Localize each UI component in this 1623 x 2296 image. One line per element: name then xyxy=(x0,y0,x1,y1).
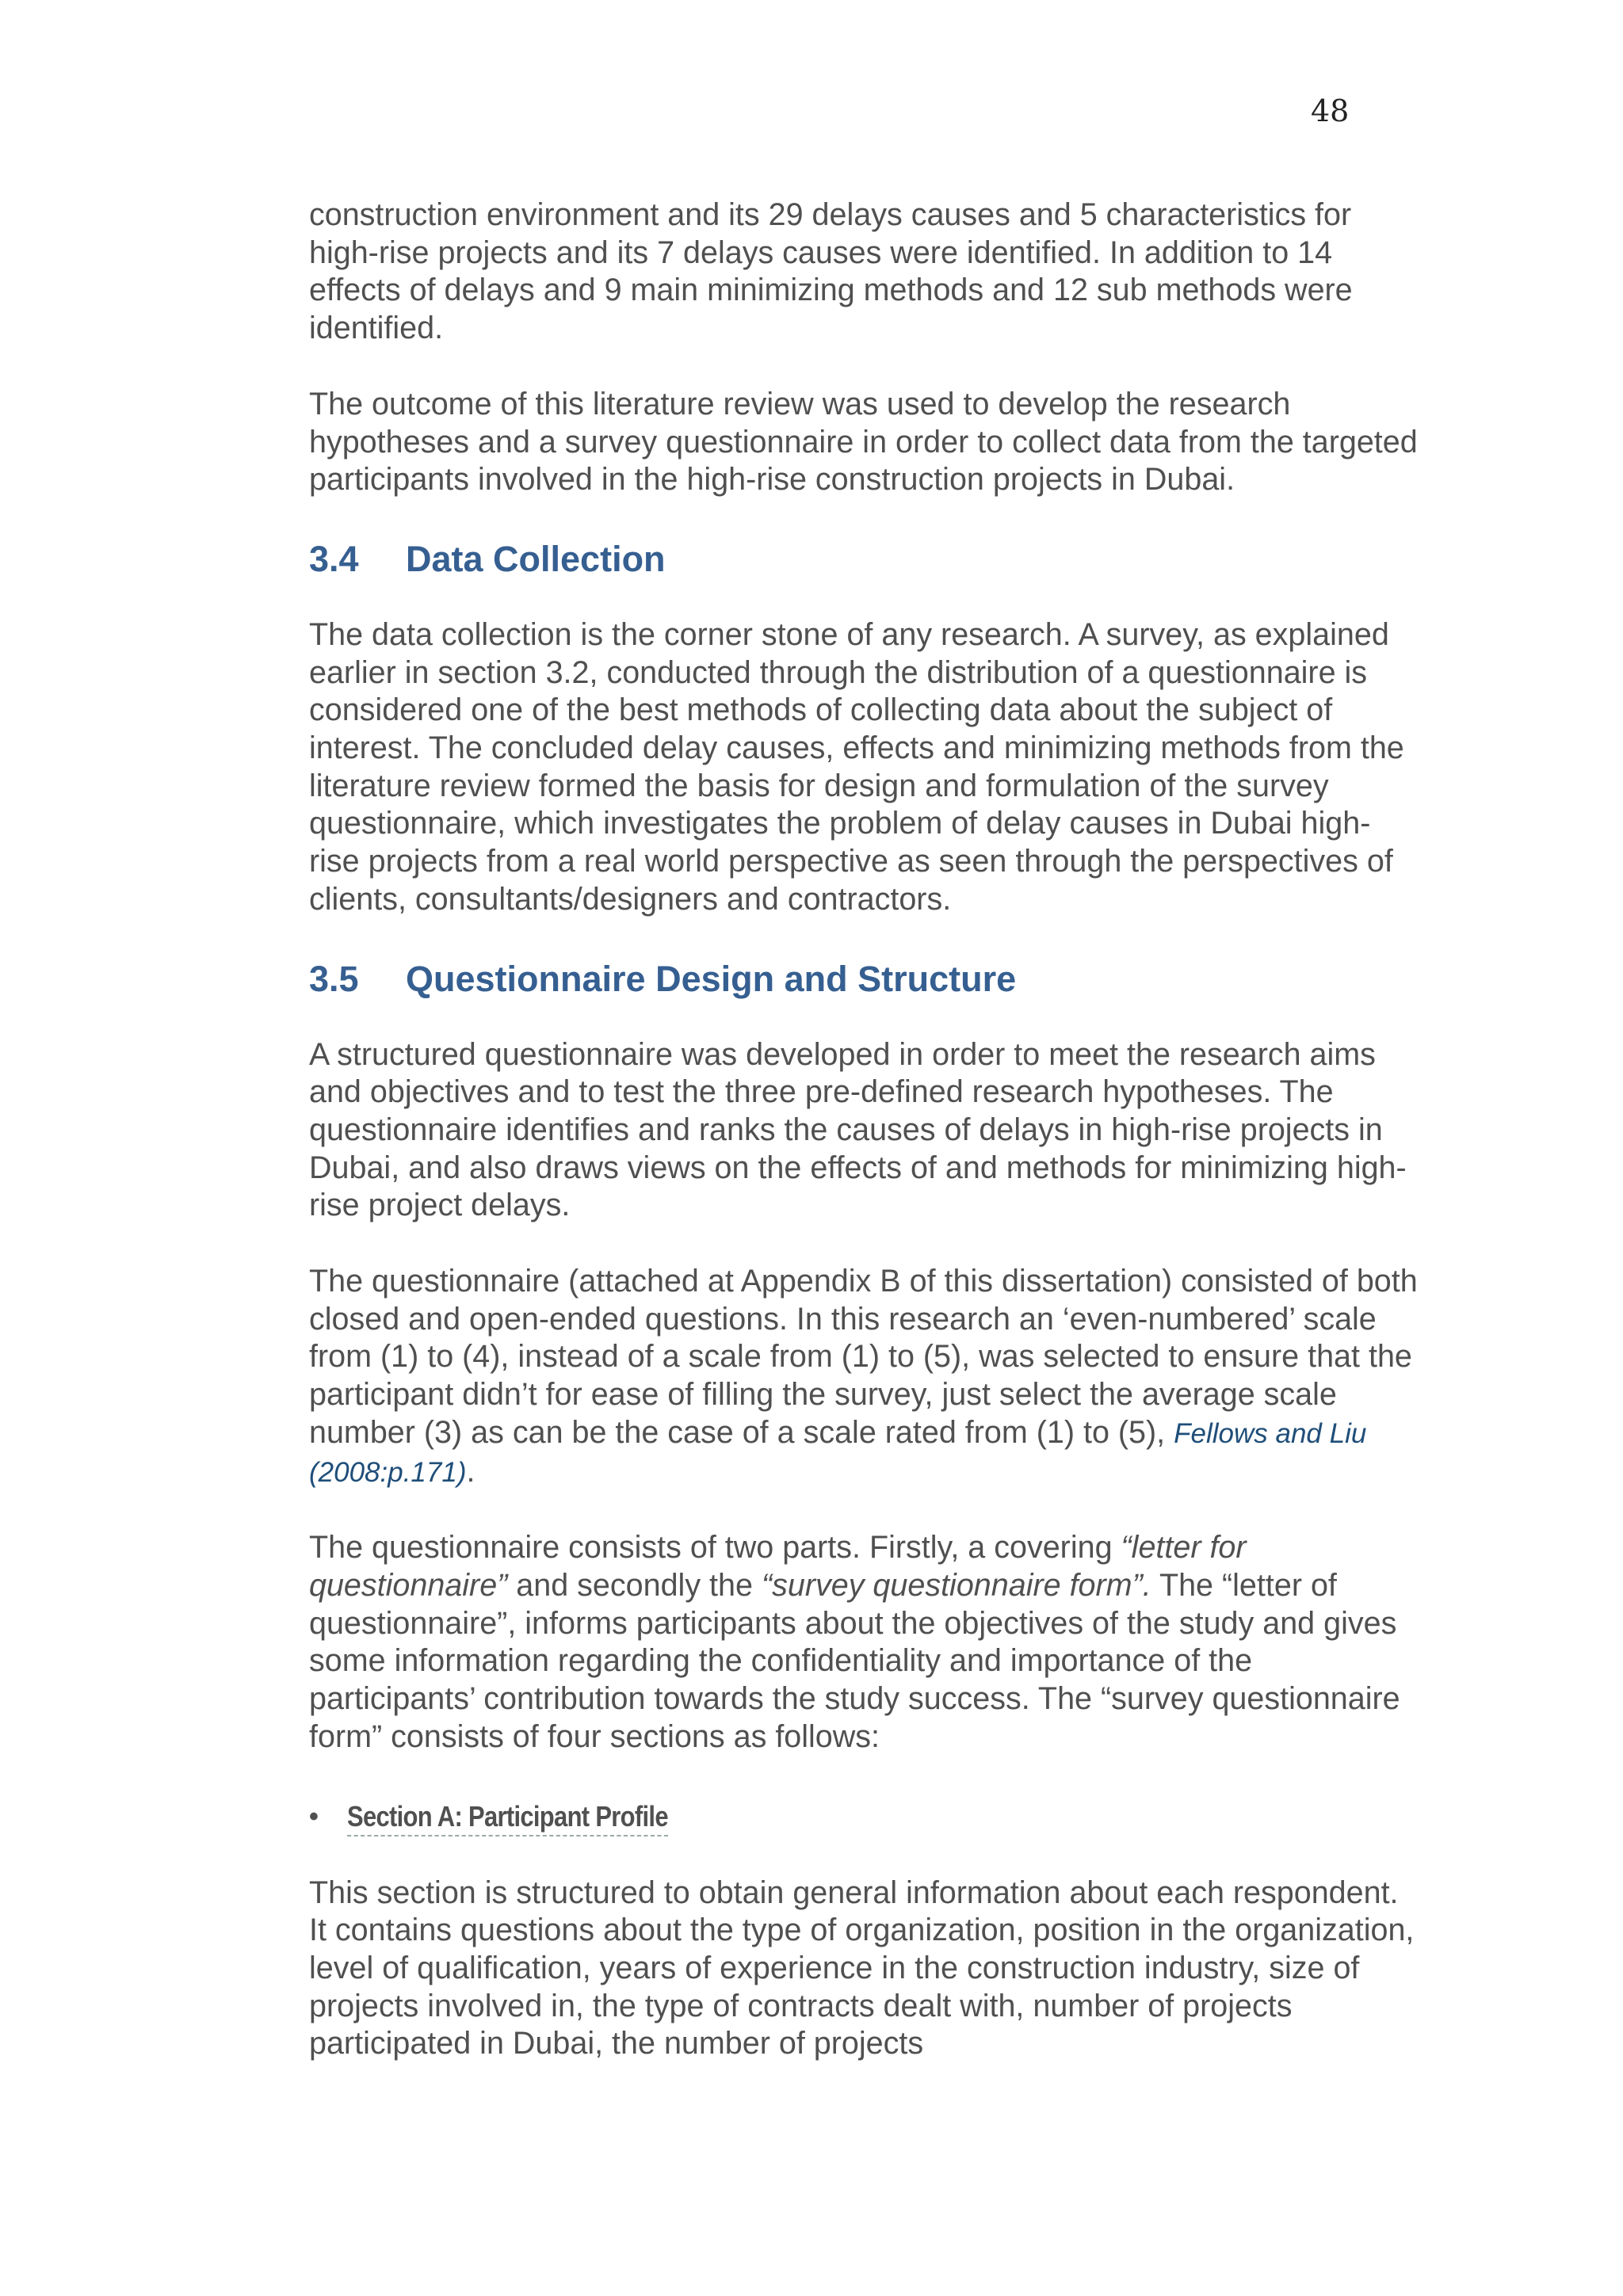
section-3-5-heading xyxy=(309,955,1419,1003)
bullet-item xyxy=(309,1798,1419,1836)
questionnaire-parts-paragraph xyxy=(309,1529,1419,1756)
paragraph-text: The questionnaire (attached at Appendix B of this dissertation) consisted of both closed and open-ended questions. In this research an ‘even-numbered’ scale from (1) to (4), instead of a scale from (1) to (5), was selected to ensure that the participant didn’t for ease of filling the survey, just select the average scale number (3) as can be the case of a scale rated from (1) to (5), xyxy=(309,1264,1418,1450)
paragraph-text: The “letter of questionnaire”, informs participants about the objectives of the study and gives some information regarding the confidentiality and importance of the participants’ contribution towards the study success. The “survey questionnaire form” consists of four sections as follows: xyxy=(309,1567,1400,1754)
questionnaire-scale-paragraph xyxy=(309,1263,1419,1491)
letter-term: “letter for questionnaire” xyxy=(309,1530,1247,1603)
paragraph-end: . xyxy=(466,1453,475,1489)
participant-profile-paragraph: This section is structured to obtain general information about each respondent. It contains questions about the type of organization, position in the organization, level of qualification, years of experience in the construction industry, size of projects involved in, the type of contracts dealt with, number of projects participated in Dubai, the number of projects xyxy=(309,1875,1415,2061)
form-term: “survey questionnaire form”. xyxy=(761,1567,1151,1603)
page-number: 48 xyxy=(1311,93,1350,128)
document-body xyxy=(309,196,1419,2063)
questionnaire-intro-paragraph: A structured questionnaire was developed in order to meet the research aims and objectives and to test the three pre-defined research hypotheses. The questionnaire identifies and ranks the causes of delays in high-rise projects in Dubai, and also draws views on the effects of and methods for minimizing high-rise project delays. xyxy=(309,1036,1407,1223)
citation-link[interactable]: Fellows and Liu (2008:p.171) xyxy=(309,1417,1367,1488)
section-title: Questionnaire Design and Structure xyxy=(406,958,1017,999)
paragraph-text: and secondly the xyxy=(507,1567,762,1603)
literature-outcome-paragraph: The outcome of this literature review was used to develop the research hypotheses and a survey questionnaire in order to collect data from the targeted participants involved in the high-rise construction projects in Dubai. xyxy=(309,386,1418,498)
section-3-4-heading xyxy=(309,536,1419,583)
section-number: 3.4 xyxy=(309,538,359,579)
bullet-icon: • xyxy=(309,1801,319,1832)
data-collection-paragraph: The data collection is the corner stone of any research. A survey, as explained earlier in section 3.2, conducted through the distribution of a questionnaire is considered one of the best methods of collecting data about the subject of interest. The concluded delay causes, effects and minimizing methods from the literature review formed the basis for design and formulation of the survey questionnaire, which investigates the problem of delay causes in Dubai high-rise projects from a real world perspective as seen through the perspectives of clients, consultants/designers and contractors. xyxy=(309,616,1404,917)
bullet-label: Section A: Participant Profile xyxy=(347,1798,668,1836)
section-title: Data Collection xyxy=(406,538,666,579)
paragraph-text: The questionnaire consists of two parts. Firstly, a covering xyxy=(309,1530,1121,1566)
section-number: 3.5 xyxy=(309,958,359,999)
intro-paragraph: construction environment and its 29 delays causes and 5 characteristics for high-rise projects and its 7 delays causes were identified. In addition to 14 effects of delays and 9 main minimizing methods and 12 sub methods were identified. xyxy=(309,197,1353,346)
